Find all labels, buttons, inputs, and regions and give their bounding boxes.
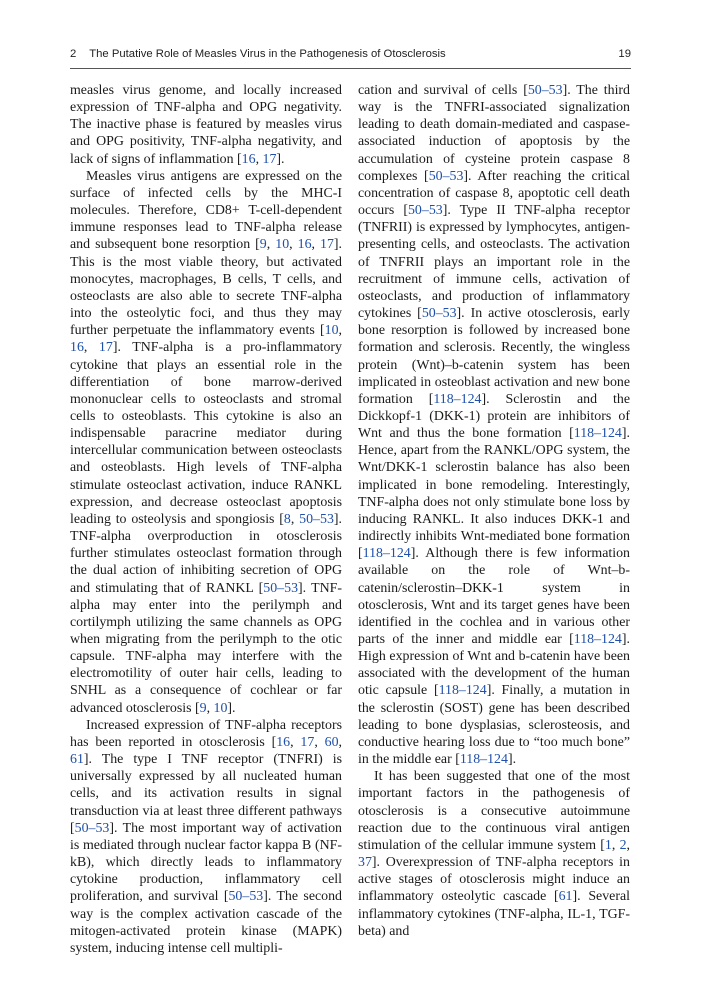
citation-link[interactable]: 118–124: [459, 752, 508, 768]
paragraph-text: ,: [311, 237, 321, 253]
citation-link[interactable]: 50–53: [527, 83, 563, 98]
citation-link[interactable]: 17: [98, 340, 113, 356]
paragraph-text: ]. After reaching the critical concentration of caspase 8, apoptotic cell death occurs [: [358, 168, 631, 219]
left-text-column: [70, 82, 342, 957]
citation-link[interactable]: 50–53: [263, 580, 299, 596]
citation-link[interactable]: 37: [358, 855, 372, 871]
paragraph-text: ,: [290, 734, 301, 750]
citation-link[interactable]: 17: [320, 237, 334, 253]
paragraph-text: ]. Although there is few information available on the role of Wnt–b-catenin/sclerostin–DKK-1 system in otosclerosis, Wnt and its target genes have been identified in the cochlea and in various other parts of the inner and middle ear [: [358, 546, 630, 647]
citation-link[interactable]: 16: [297, 237, 312, 253]
citation-link[interactable]: 10: [213, 700, 228, 716]
paragraph-text: ]. The third way is the TNFRI-associated signalization leading to death domain-mediated and caspase-associated induction of apoptosis by the accumulation of cysteine protein caspase 8 complexes [: [358, 83, 631, 184]
citation-link[interactable]: 50–53: [74, 820, 110, 836]
citation-link[interactable]: 16: [241, 151, 256, 167]
citation-link[interactable]: 9: [259, 237, 267, 253]
running-header: [70, 48, 631, 69]
page-number: 19: [618, 48, 631, 60]
citation-link[interactable]: 60: [324, 734, 339, 750]
paragraph-text: ]. In active otosclerosis, early bone resorption is followed by increased bone formation and sclerosis. Recently, the wingless protein (Wnt)–b-catenin system has been implicated in osteoblast activation and new bone formation [: [358, 306, 630, 407]
paragraph-text: ,: [83, 340, 99, 356]
paragraph-text: ]. The most important way of activation is mediated through nuclear factor kappa B (NF-kB), which directly leads to inflammatory cytokine production, inflammatory cell proliferation, and survival [: [70, 820, 342, 905]
citation-link[interactable]: 17: [300, 734, 315, 750]
paragraph-text: ].: [276, 151, 285, 167]
paragraph: [70, 168, 342, 717]
paragraph-text: ,: [338, 734, 342, 750]
citation-link[interactable]: 118–124: [573, 632, 622, 647]
paragraph-text: ]. TNF-alpha is a pro-inflammatory cytokine that plays an essential role in the differentiation of bone marrow-derived mononuclear cells to osteoclasts and stromal cells to osteoblasts. This cytokine is also an indispensable paracrine mediator during intercellular communication between osteoclasts and osteoblasts. High levels of TNF-alpha stimulate osteoclast activation, induce RANKL expression, and decrease osteoclast apoptosis leading to osteolysis and spongiosis [: [70, 340, 342, 527]
citation-link[interactable]: 10: [324, 323, 339, 339]
citation-link[interactable]: 8: [283, 511, 291, 527]
paragraph: [70, 717, 342, 957]
paragraph-text: ,: [314, 734, 325, 750]
paragraph-text: cation and survival of cells [: [358, 83, 528, 98]
citation-link[interactable]: 50–53: [428, 168, 464, 184]
paragraph-text: ,: [206, 700, 214, 716]
paragraph-text: ,: [290, 511, 300, 527]
citation-link[interactable]: 2: [619, 837, 627, 853]
paragraph-text: Increased expression of TNF-alpha receptors has been reported in otosclerosis [: [70, 717, 342, 750]
chapter-number: 2: [70, 48, 77, 60]
right-text-column: [358, 82, 630, 940]
citation-link[interactable]: 118–124: [438, 683, 487, 699]
paragraph-text: ]. Hence, apart from the RANKL/OPG system, the Wnt/DKK-1 sclerostin balance has also been implicated in bone remodeling. Interestingly, TNF-alpha does not only stimulate bone loss by inducing RANKL. It also induces DKK-1 and indirectly inhibits Wnt-mediated bone formation [: [358, 426, 630, 562]
paragraph-text: ,: [626, 837, 630, 853]
paragraph: [70, 82, 342, 168]
paragraph-text: Measles virus antigens are expressed on the surface of infected cells by the MHC-I molecules. Therefore, CD8+ T-cell-dependent immune responses lead to TNF-alpha release and subsequent bone resorption [: [70, 168, 342, 253]
citation-link[interactable]: 17: [262, 151, 277, 167]
paragraph: [358, 768, 630, 940]
paragraph-text: ]. The second way is the complex activation cascade of the mitogen-activated protein kinase (MAPK) system, inducing intense cell multipli-: [70, 889, 342, 956]
citation-link[interactable]: 118–124: [362, 546, 411, 562]
citation-link[interactable]: 50–53: [299, 511, 334, 527]
citation-link[interactable]: 9: [199, 700, 207, 716]
paragraph-text: ]. Overexpression of TNF-alpha receptors in active stages of otosclerosis might induce an inflammatory osteolytic cascade [: [358, 855, 630, 905]
paragraph-text: ]. This is the most viable theory, but activated monocytes, macrophages, B cells, T cells, and osteoclasts are also able to secrete TNF-alpha into the osteolytic foci, and thus they may further perpetuate the inflammatory events [: [70, 237, 343, 339]
paragraph-text: ]. Several inflammatory cytokines (TNF-alpha, IL-1, TGF-beta) and: [358, 889, 630, 939]
chapter-title: The Putative Role of Measles Virus in the Pathogenesis of Otosclerosis: [89, 48, 446, 60]
citation-link[interactable]: 50–53: [228, 889, 264, 905]
paragraph-text: ]. Finally, a mutation in the sclerostin (SOST) gene has been described leading to bone dysplasias, sclerosteosis, and conductive hearing loss due to “too much bone” in the middle ear [: [358, 683, 630, 768]
citation-link[interactable]: 61: [558, 889, 573, 905]
citation-link[interactable]: 10: [275, 237, 290, 253]
paragraph-text: ,: [338, 323, 342, 339]
paragraph-text: ,: [255, 151, 263, 167]
paragraph-text: ]. Sclerostin and the Dickkopf-1 (DKK-1) protein are inhibitors of Wnt and thus the bone formation [: [358, 391, 630, 442]
paragraph-text: measles virus genome, and locally increased expression of TNF-alpha and OPG negativity. The inactive phase is featured by measles virus and OPG positivity, TNF-alpha negativity, and lack of signs of inflammation [: [70, 83, 342, 167]
paragraph-text: ]. High expression of Wnt and b-catenin have been associated with the development of the human otic capsule [: [358, 632, 630, 699]
citation-link[interactable]: 118–124: [573, 426, 622, 442]
citation-link[interactable]: 16: [276, 734, 291, 750]
paragraph-text: ]. The type I TNF receptor (TNFRI) is universally expressed by all nucleated human cells, and its activation results in signal transduction via at least three different pathways [: [70, 752, 342, 836]
paragraph-text: ,: [611, 837, 620, 853]
paragraph-text: It has been suggested that one of the most important factors in the pathogenesis of otosclerosis is a consecutive autoimmune reaction due to the continuous viral antigen stimulation of the cellular immune system [: [358, 769, 630, 853]
paragraph-text: ].: [227, 700, 236, 716]
paragraph-text: ,: [289, 237, 298, 253]
paragraph-text: ]. TNF-alpha overproduction in otosclerosis further stimulates osteoclast formation through the dual action of inhibiting secretion of OPG and stimulating that of RANKL [: [70, 511, 342, 596]
citation-link[interactable]: 50–53: [407, 203, 443, 219]
citation-link[interactable]: 61: [70, 752, 84, 768]
citation-link[interactable]: 1: [604, 837, 612, 853]
citation-link[interactable]: 16: [70, 340, 84, 356]
paragraph-text: ,: [266, 237, 276, 253]
citation-link[interactable]: 118–124: [433, 391, 482, 407]
paragraph-text: ]. TNF-alpha may enter into the perilymph and cortilymph utilizing the same channels as OPG when migrating from the perilymph to the otic capsule. TNF-alpha may interfere with the electromotility of outer hair cells, leading to SNHL as a consequence of cochlear or far advanced otosclerosis [: [70, 580, 343, 716]
citation-link[interactable]: 50–53: [421, 306, 457, 322]
chapter-heading: [70, 48, 446, 60]
paragraph-text: ].: [507, 752, 517, 768]
paragraph-text: ]. Type II TNF-alpha receptor (TNFRII) is expressed by lymphocytes, antigen-presenting cells, and osteoclasts. The activation of TNFRII plays an important role in the recruitment of immune cells, activation of osteoclasts, and production of inflammatory cytokines [: [358, 203, 630, 322]
paragraph: [358, 82, 630, 768]
